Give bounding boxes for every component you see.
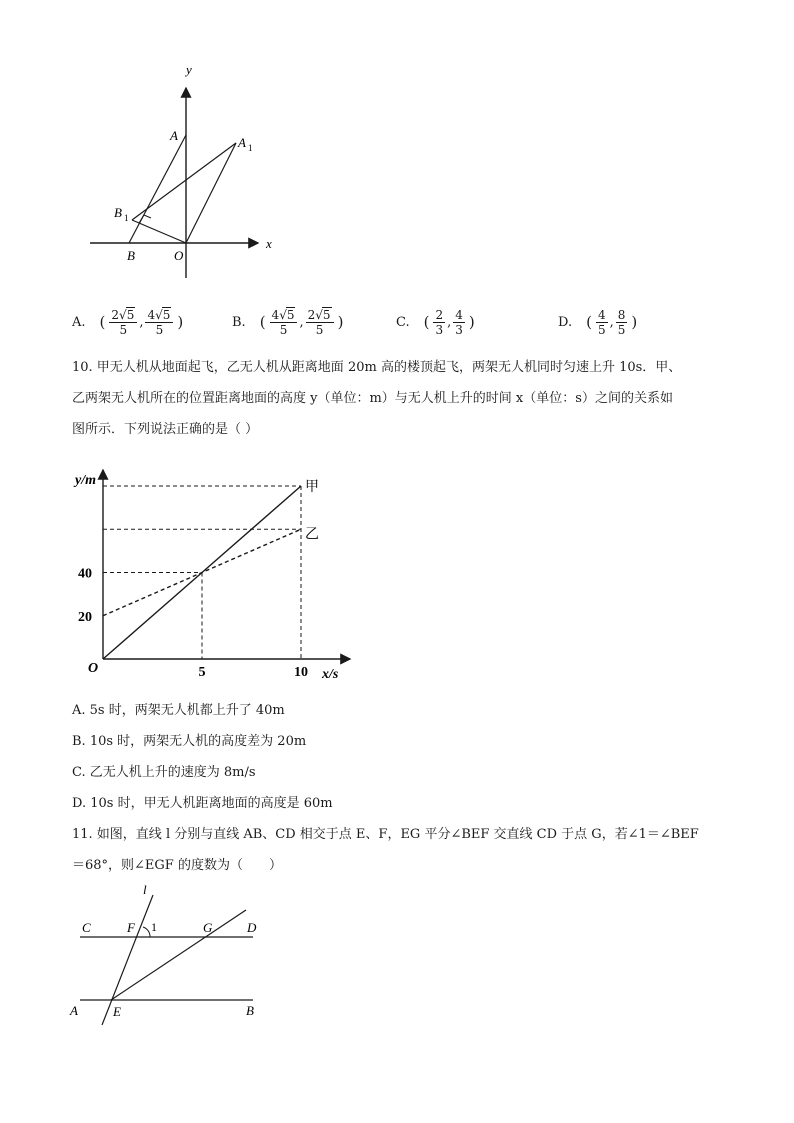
series-label-yi: 乙 [305,527,319,543]
angle-1-arc [143,927,150,937]
fraction: $\frac{4}{5}$ [597,307,606,337]
fraction: 4 √ 5 5 [270,307,298,337]
point-A-label: A [70,1003,78,1018]
point-D-label: D [247,920,257,935]
question-11-line-2: ＝68°，则∠EGF 的度数为（ ） [72,858,282,873]
point-A1-label: A [238,135,246,150]
option-9d[interactable]: D. ( $\frac{4}{5}$ , $\frac{8}{5}$ ) [558,307,638,337]
y-tick-label: 20 [78,609,92,625]
option-9b[interactable]: B. ( 4 √ 5 5 , 2 √ 5 5 ) [232,308,344,337]
option-letter: D. [558,314,573,330]
fraction: $\frac{2}{3}$ [435,307,444,337]
close-paren: ) [468,313,475,331]
segment-B1O [132,220,186,243]
question-10-line-1: 10. 甲无人机从地面起飞，乙无人机从距离地面 20m 高的楼顶起飞，两架无人机同时匀速上升 10s．甲、 [72,360,682,375]
option-10a[interactable]: A. 5s 时，两架无人机都上升了 40m [72,703,285,718]
point-F-label: F [127,920,135,935]
open-paren: ( [586,313,592,331]
option-letter: A. [72,314,86,330]
option-letter: C. [396,314,410,330]
y-axis-title: y/m [75,473,96,488]
open-paren: ( [423,313,430,331]
line-l-label: l [143,882,147,897]
segment-AB [129,135,186,243]
fraction: $\frac{4}{3}$ [455,307,463,337]
y-tick-label: 40 [78,566,92,582]
point-C-label: C [82,920,91,935]
coordinate-figure [80,58,290,268]
option-10c[interactable]: C. 乙无人机上升的速度为 8m/s [72,765,256,780]
close-paren: ) [631,313,638,331]
x-tick-label: 10 [294,665,308,680]
chart-origin-label: O [88,661,99,676]
close-paren: ) [337,313,344,331]
open-paren: ( [259,313,266,331]
point-B1-label: B [114,205,122,220]
point-B-label: B [127,248,135,263]
option-9c[interactable]: C. ( $\frac{2}{3}$ , $\frac{4}{3}$ ) [396,307,475,337]
point-A-label: A [170,128,178,143]
option-10b[interactable]: B. 10s 时，两架无人机的高度差为 20m [72,734,307,749]
question-11-line-1: 11. 如图，直线 l 分别与直线 AB、CD 相交于点 E、F，EG 平分∠BEF 交直线 CD 于点 G，若∠1＝∠BEF [72,827,699,842]
open-paren: ( [99,313,106,331]
x-tick-label: 5 [198,665,206,680]
y-axis-label: y [186,62,192,77]
parallel-lines-figure [66,880,276,1030]
fraction: $\frac{8}{5}$ [617,307,626,337]
x-axis-label: x [266,236,272,251]
origin-label: O [174,248,184,263]
point-E-label: E [113,1004,121,1019]
point-B1-subscript: 1 [124,213,129,223]
fraction: 2 √ 5 5 [109,307,137,337]
segment-A1O [186,143,236,243]
x-axis-title: x/s [322,667,339,682]
line-l [102,895,153,1025]
point-A1-subscript: 1 [248,143,253,153]
question-10-line-2: 乙两架无人机所在的位置距离地面的高度 y（单位：m）与无人机上升的时间 x（单位：s）之间的关系如 [72,391,673,406]
option-9a[interactable]: A. ( 2 √ 5 5 , 4 √ 5 5 ) [72,308,184,337]
angle-1-label: 1 [151,920,157,934]
point-B-label: B [246,1003,254,1018]
point-G-label: G [203,920,213,935]
series-label-jia: 甲 [305,480,319,495]
fraction: 4 √ 5 5 [145,307,173,337]
segment-A1B1 [132,143,236,220]
option-letter: B. [232,314,246,330]
close-paren: ) [177,313,184,331]
option-10d[interactable]: D. 10s 时，甲无人机距离地面的高度是 60m [72,796,333,811]
question-10-line-3: 图所示．下列说法正确的是（ ） [72,422,259,437]
fraction: 2 √ 5 5 [306,307,334,337]
height-time-chart [70,460,360,690]
